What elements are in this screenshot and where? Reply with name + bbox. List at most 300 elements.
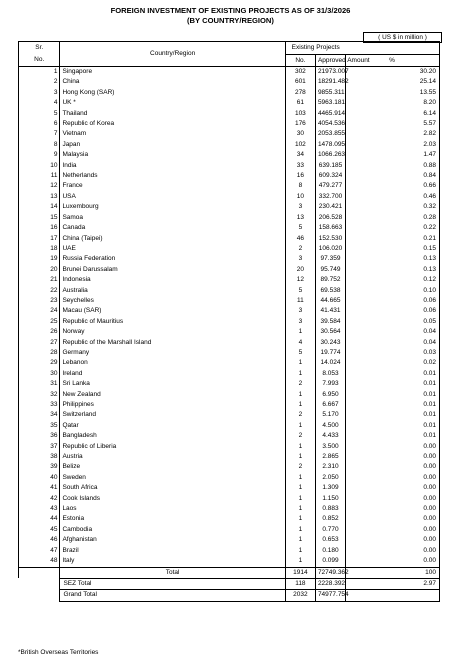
row-percent: 0.00	[346, 514, 440, 524]
table-row	[19, 410, 440, 420]
row-no: 1	[285, 400, 315, 410]
row-no: 2	[285, 462, 315, 472]
row-percent: 0.66	[346, 181, 440, 191]
row-country: Bangladesh	[60, 431, 285, 441]
row-sr: 46	[19, 535, 60, 545]
row-percent: 0.00	[346, 535, 440, 545]
row-country: UK *	[60, 98, 285, 108]
row-amount: 19.774	[315, 348, 345, 358]
row-sr: 13	[19, 192, 60, 202]
row-sr: 28	[19, 348, 60, 358]
row-amount: 609.324	[315, 171, 345, 181]
row-sr: 12	[19, 181, 60, 191]
row-percent: 0.22	[346, 223, 440, 233]
row-percent: 0.02	[346, 358, 440, 368]
row-no: 8	[285, 181, 315, 191]
row-sr: 44	[19, 514, 60, 524]
row-sr: 3	[19, 88, 60, 98]
row-country: Brazil	[60, 546, 285, 556]
table-row	[19, 452, 440, 462]
row-country: Australia	[60, 286, 285, 296]
row-amount: 2.050	[315, 473, 345, 483]
row-amount: 44.665	[315, 296, 345, 306]
row-no: 278	[285, 88, 315, 98]
row-country: Canada	[60, 223, 285, 233]
row-no: 176	[285, 119, 315, 129]
row-amount: 6.667	[315, 400, 345, 410]
row-amount: 0.770	[315, 525, 345, 535]
table-row	[19, 286, 440, 296]
header-percent: %	[346, 54, 440, 67]
row-country: Laos	[60, 504, 285, 514]
row-percent: 0.04	[346, 327, 440, 337]
row-percent: 0.04	[346, 338, 440, 348]
row-sr: 15	[19, 213, 60, 223]
row-no: 1	[285, 525, 315, 535]
row-country: China	[60, 77, 285, 87]
row-sr: 6	[19, 119, 60, 129]
table-row	[19, 202, 440, 212]
row-no: 1	[285, 546, 315, 556]
row-country: Netherlands	[60, 171, 285, 181]
table-row	[19, 244, 440, 254]
row-amount: 5.170	[315, 410, 345, 420]
row-amount: 0.099	[315, 556, 345, 567]
row-percent: 0.00	[346, 504, 440, 514]
row-percent: 1.47	[346, 150, 440, 160]
row-amount: 2.865	[315, 452, 345, 462]
table-row	[19, 525, 440, 535]
row-country: India	[60, 161, 285, 171]
sez-total-no: 118	[285, 578, 315, 589]
table-row	[19, 265, 440, 275]
row-amount: 3.500	[315, 442, 345, 452]
row-no: 103	[285, 109, 315, 119]
total-no: 1914	[285, 567, 315, 578]
row-sr: 38	[19, 452, 60, 462]
row-amount: 95.749	[315, 265, 345, 275]
row-percent: 0.01	[346, 431, 440, 441]
row-percent: 0.01	[346, 421, 440, 431]
row-percent: 30.20	[346, 67, 440, 78]
row-country: UAE	[60, 244, 285, 254]
table-row	[19, 504, 440, 514]
row-percent: 0.46	[346, 192, 440, 202]
row-country: Samoa	[60, 213, 285, 223]
row-country: South Africa	[60, 483, 285, 493]
header-no: No.	[285, 54, 315, 67]
table-row	[19, 254, 440, 264]
table-row	[19, 556, 440, 567]
grand-total-label: Grand Total	[60, 590, 285, 601]
row-percent: 0.00	[346, 462, 440, 472]
row-country: Lebanon	[60, 358, 285, 368]
row-no: 1	[285, 452, 315, 462]
table-row	[19, 77, 440, 87]
row-no: 1	[285, 504, 315, 514]
row-percent: 0.10	[346, 286, 440, 296]
row-amount: 0.653	[315, 535, 345, 545]
row-no: 302	[285, 67, 315, 78]
row-amount: 41.431	[315, 306, 345, 316]
row-sr: 21	[19, 275, 60, 285]
table-row	[19, 483, 440, 493]
row-sr: 47	[19, 546, 60, 556]
row-no: 1	[285, 514, 315, 524]
row-country: France	[60, 181, 285, 191]
table-row	[19, 390, 440, 400]
row-country: Germany	[60, 348, 285, 358]
row-amount: 2.310	[315, 462, 345, 472]
row-sr: 16	[19, 223, 60, 233]
table-row	[19, 546, 440, 556]
page-title: FOREIGN INVESTMENT OF EXISTING PROJECTS AS OF 31/3/2026	[110, 6, 351, 15]
row-no: 1	[285, 369, 315, 379]
row-sr: 10	[19, 161, 60, 171]
sez-total-amount: 2228.392	[315, 578, 345, 589]
row-percent: 5.57	[346, 119, 440, 129]
header-approved: Approved Amount	[315, 54, 345, 67]
row-amount: 14.024	[315, 358, 345, 368]
row-no: 13	[285, 213, 315, 223]
row-no: 46	[285, 234, 315, 244]
row-percent: 0.00	[346, 452, 440, 462]
row-sr: 39	[19, 462, 60, 472]
row-amount: 2053.855	[315, 129, 345, 139]
row-country: Malaysia	[60, 150, 285, 160]
header-blank	[346, 42, 440, 55]
row-amount: 4054.536	[315, 119, 345, 129]
row-percent: 0.21	[346, 234, 440, 244]
row-amount: 0.180	[315, 546, 345, 556]
row-no: 2	[285, 244, 315, 254]
table-row	[19, 192, 440, 202]
row-amount: 4465.914	[315, 109, 345, 119]
row-no: 601	[285, 77, 315, 87]
row-no: 12	[285, 275, 315, 285]
row-country: Japan	[60, 140, 285, 150]
row-sr: 43	[19, 504, 60, 514]
row-sr: 31	[19, 379, 60, 389]
row-no: 5	[285, 223, 315, 233]
row-amount: 0.852	[315, 514, 345, 524]
row-sr: 25	[19, 317, 60, 327]
total-percent: 100	[346, 567, 440, 578]
row-amount: 7.993	[315, 379, 345, 389]
header-sr-no: No.	[19, 54, 60, 67]
row-no: 10	[285, 192, 315, 202]
row-country: Luxembourg	[60, 202, 285, 212]
row-amount: 332.700	[315, 192, 345, 202]
row-no: 3	[285, 306, 315, 316]
row-country: Thailand	[60, 109, 285, 119]
row-country: Hong Kong (SAR)	[60, 88, 285, 98]
sez-total-percent: 2.97	[346, 578, 440, 589]
row-country: Seychelles	[60, 296, 285, 306]
row-country: USA	[60, 192, 285, 202]
table-row	[19, 161, 440, 171]
table-row	[19, 473, 440, 483]
row-no: 1	[285, 494, 315, 504]
sez-spacer	[19, 578, 60, 589]
row-sr: 23	[19, 296, 60, 306]
sez-total-row	[19, 578, 440, 589]
row-amount: 89.752	[315, 275, 345, 285]
row-country: Republic of Mauritius	[60, 317, 285, 327]
table-row	[19, 129, 440, 139]
row-percent: 0.13	[346, 265, 440, 275]
row-sr: 7	[19, 129, 60, 139]
row-no: 33	[285, 161, 315, 171]
table-row	[19, 119, 440, 129]
row-country: Philippines	[60, 400, 285, 410]
row-percent: 0.05	[346, 317, 440, 327]
row-country: New Zealand	[60, 390, 285, 400]
row-amount: 5963.181	[315, 98, 345, 108]
row-percent: 0.84	[346, 171, 440, 181]
row-sr: 30	[19, 369, 60, 379]
row-sr: 33	[19, 400, 60, 410]
row-amount: 1.150	[315, 494, 345, 504]
row-no: 3	[285, 202, 315, 212]
table-row	[19, 317, 440, 327]
row-country: Switzerland	[60, 410, 285, 420]
row-sr: 5	[19, 109, 60, 119]
row-no: 34	[285, 150, 315, 160]
row-amount: 30.243	[315, 338, 345, 348]
row-country: Sri Lanka	[60, 379, 285, 389]
table-row	[19, 358, 440, 368]
row-percent: 0.06	[346, 296, 440, 306]
row-percent: 0.00	[346, 556, 440, 567]
row-no: 11	[285, 296, 315, 306]
row-amount: 30.564	[315, 327, 345, 337]
row-sr: 45	[19, 525, 60, 535]
table-row	[19, 98, 440, 108]
table-row	[19, 213, 440, 223]
grand-total-row	[19, 590, 440, 601]
row-amount: 69.538	[315, 286, 345, 296]
row-percent: 0.06	[346, 306, 440, 316]
table-row	[19, 223, 440, 233]
row-no: 16	[285, 171, 315, 181]
row-amount: 152.530	[315, 234, 345, 244]
row-sr: 2	[19, 77, 60, 87]
row-percent: 6.14	[346, 109, 440, 119]
row-amount: 1.309	[315, 483, 345, 493]
header-country: Country/Region	[60, 42, 285, 67]
row-sr: 40	[19, 473, 60, 483]
row-sr: 42	[19, 494, 60, 504]
row-no: 1	[285, 535, 315, 545]
total-amount: 72749.362	[315, 567, 345, 578]
row-percent: 0.03	[346, 348, 440, 358]
row-country: Italy	[60, 556, 285, 567]
table-row	[19, 234, 440, 244]
row-sr: 41	[19, 483, 60, 493]
row-no: 1	[285, 556, 315, 567]
row-country: Republic of the Marshall Island	[60, 338, 285, 348]
row-amount: 0.883	[315, 504, 345, 514]
row-amount: 639.185	[315, 161, 345, 171]
row-sr: 22	[19, 286, 60, 296]
row-country: Cook Islands	[60, 494, 285, 504]
row-percent: 0.12	[346, 275, 440, 285]
row-sr: 9	[19, 150, 60, 160]
row-country: Norway	[60, 327, 285, 337]
row-country: Brunei Darussalam	[60, 265, 285, 275]
row-no: 30	[285, 129, 315, 139]
row-no: 5	[285, 348, 315, 358]
sez-total-label: SEZ Total	[60, 578, 285, 589]
table-body	[19, 67, 440, 568]
row-percent: 0.00	[346, 473, 440, 483]
row-percent: 0.00	[346, 525, 440, 535]
row-no: 1	[285, 473, 315, 483]
row-country: Republic of Liberia	[60, 442, 285, 452]
table-row	[19, 400, 440, 410]
row-percent: 2.03	[346, 140, 440, 150]
table-row	[19, 462, 440, 472]
row-country: Cambodia	[60, 525, 285, 535]
row-percent: 2.82	[346, 129, 440, 139]
row-percent: 0.15	[346, 244, 440, 254]
row-no: 1	[285, 327, 315, 337]
row-country: Republic of Korea	[60, 119, 285, 129]
total-label: Total	[60, 567, 285, 578]
row-no: 1	[285, 442, 315, 452]
table-summary	[19, 567, 440, 601]
table-row	[19, 338, 440, 348]
row-country: China (Taipei)	[60, 234, 285, 244]
table-row	[19, 369, 440, 379]
row-sr: 18	[19, 244, 60, 254]
row-percent: 0.88	[346, 161, 440, 171]
row-sr: 4	[19, 98, 60, 108]
row-sr: 36	[19, 431, 60, 441]
row-no: 61	[285, 98, 315, 108]
table-row	[19, 181, 440, 191]
row-country: Vietnam	[60, 129, 285, 139]
row-percent: 0.01	[346, 390, 440, 400]
row-no: 2	[285, 431, 315, 441]
row-sr: 27	[19, 338, 60, 348]
table-row	[19, 296, 440, 306]
row-no: 2	[285, 410, 315, 420]
table-row	[19, 306, 440, 316]
row-no: 5	[285, 286, 315, 296]
table-row	[19, 171, 440, 181]
table-row	[19, 379, 440, 389]
row-no: 102	[285, 140, 315, 150]
page-subtitle: (BY COUNTRY/REGION)	[187, 16, 274, 25]
row-country: Indonesia	[60, 275, 285, 285]
row-sr: 14	[19, 202, 60, 212]
row-sr: 1	[19, 67, 60, 78]
row-no: 3	[285, 317, 315, 327]
row-sr: 26	[19, 327, 60, 337]
row-sr: 29	[19, 358, 60, 368]
row-percent: 0.01	[346, 379, 440, 389]
row-sr: 20	[19, 265, 60, 275]
unit-label: ( US $ in million )	[363, 32, 442, 43]
footnote: *British Overseas Territories	[18, 649, 99, 656]
total-sr	[19, 567, 60, 578]
grand-spacer	[19, 590, 60, 601]
row-amount: 206.528	[315, 213, 345, 223]
row-amount: 1478.095	[315, 140, 345, 150]
row-percent: 0.13	[346, 254, 440, 264]
row-sr: 34	[19, 410, 60, 420]
row-amount: 1066.263	[315, 150, 345, 160]
row-no: 2	[285, 379, 315, 389]
grand-total-no: 2032	[285, 590, 315, 601]
table-row	[19, 494, 440, 504]
row-amount: 6.950	[315, 390, 345, 400]
row-sr: 24	[19, 306, 60, 316]
row-percent: 13.55	[346, 88, 440, 98]
row-no: 1	[285, 421, 315, 431]
row-amount: 8.053	[315, 369, 345, 379]
investment-table	[18, 41, 440, 602]
table-row	[19, 140, 440, 150]
row-country: Estonia	[60, 514, 285, 524]
row-country: Austria	[60, 452, 285, 462]
table-row	[19, 535, 440, 545]
row-percent: 0.00	[346, 442, 440, 452]
row-no: 1	[285, 358, 315, 368]
row-no: 20	[285, 265, 315, 275]
row-amount: 4.500	[315, 421, 345, 431]
row-country: Ireland	[60, 369, 285, 379]
row-percent: 0.00	[346, 483, 440, 493]
row-amount: 230.421	[315, 202, 345, 212]
row-percent: 8.20	[346, 98, 440, 108]
table-row	[19, 348, 440, 358]
table-row	[19, 88, 440, 98]
row-percent: 0.32	[346, 202, 440, 212]
row-amount: 479.277	[315, 181, 345, 191]
row-no: 3	[285, 254, 315, 264]
table-row	[19, 109, 440, 119]
row-country: Sweden	[60, 473, 285, 483]
row-amount: 39.584	[315, 317, 345, 327]
total-row	[19, 567, 440, 578]
row-percent: 0.01	[346, 410, 440, 420]
row-sr: 19	[19, 254, 60, 264]
header-existing: Existing Projects	[285, 42, 345, 55]
table-row	[19, 67, 440, 78]
table-row	[19, 327, 440, 337]
row-country: Belize	[60, 462, 285, 472]
row-country: Macau (SAR)	[60, 306, 285, 316]
header-sr: Sr.	[19, 42, 60, 55]
row-percent: 0.00	[346, 494, 440, 504]
row-sr: 17	[19, 234, 60, 244]
row-amount: 9855.311	[315, 88, 345, 98]
row-amount: 106.020	[315, 244, 345, 254]
row-country: Singapore	[60, 67, 285, 78]
row-sr: 8	[19, 140, 60, 150]
row-no: 4	[285, 338, 315, 348]
table-row	[19, 275, 440, 285]
table-row	[19, 150, 440, 160]
header-row-top	[19, 42, 440, 55]
row-sr: 35	[19, 421, 60, 431]
table-row	[19, 421, 440, 431]
row-amount: 4.433	[315, 431, 345, 441]
row-country: Russia Federation	[60, 254, 285, 264]
